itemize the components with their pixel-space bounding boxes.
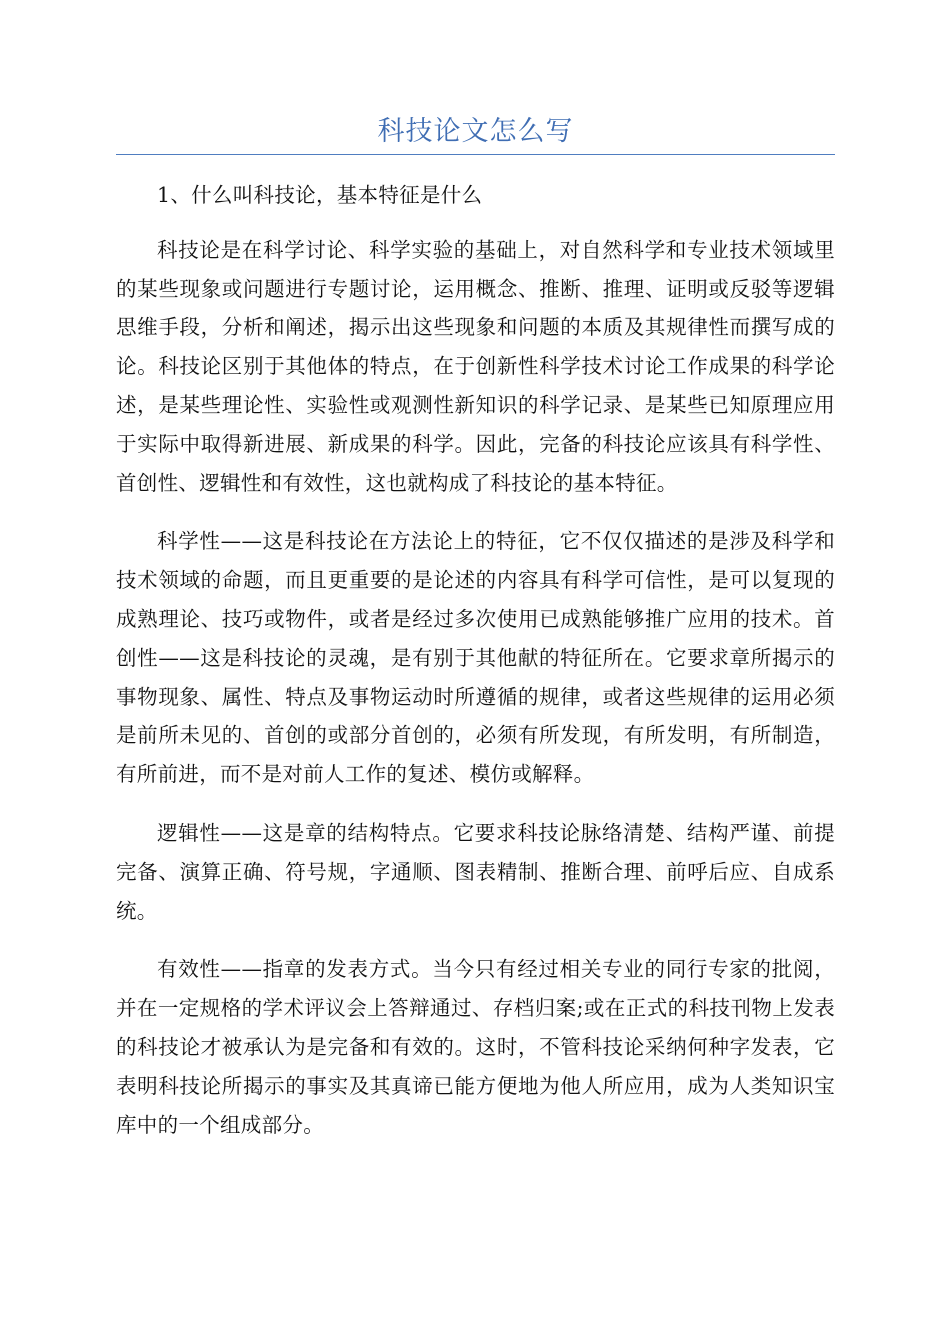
- document-body: [116, 176, 835, 1164]
- paragraph-validity: 有效性——指章的发表方式。当今只有经过相关专业的同行专家的批阅，并在一定规格的学术评议会上答辩通过、存档归案;或在正式的科技刊物上发表的科技论才被承认为是完备和有效的。这时，不管科技论采纳何种字发表，它表明科技论所揭示的事实及其真谛已能方便地为他人所应用，成为人类知识宝库中的一个组成部分。: [116, 957, 835, 1137]
- paragraph-logic: 逻辑性——这是章的结构特点。它要求科技论脉络清楚、结构严谨、前提完备、演算正确、符号规，字通顺、图表精制、推断合理、前呼后应、自成系统。: [116, 820, 835, 923]
- paragraph-definition: 科技论是在科学讨论、科学实验的基础上，对自然科学和专业技术领域里的某些现象或问题进行专题讨论，运用概念、推断、推理、证明或反驳等逻辑思维手段，分析和阐述，揭示出这些现象和问题的本质及其规律性而撰写成的论。科技论区别于其他体的特点，在于创新性科学技术讨论工作成果的科学论述，是某些理论性、实验性或观测性新知识的科学记录、是某些已知原理应用于实际中取得新进展、新成果的科学。因此，完备的科技论应该具有科学性、首创性、逻辑性和有效性，这也就构成了科技论的基本特征。: [116, 237, 835, 495]
- document-title: 科技论文怎么写: [377, 116, 574, 147]
- paragraph-scientific-originality: 科学性——这是科技论在方法论上的特征，它不仅仅描述的是涉及科学和技术领域的命题，而且更重要的是论述的内容具有科学可信性，是可以复现的成熟理论、技巧或物件，或者是经过多次使用已成熟能够推广应用的技术。首创性——这是科技论的灵魂，是有别于其他献的特征所在。它要求章所揭示的事物现象、属性、特点及事物运动时所遵循的规律，或者这些规律的运用必须是前所未见的、首创的或部分首创的，必须有所发现，有所发明，有所制造，有所前进，而不是对前人工作的复述、模仿或解释。: [116, 529, 835, 787]
- section-heading: 1、什么叫科技论，基本特征是什么: [157, 183, 483, 207]
- title-underline: [116, 154, 835, 155]
